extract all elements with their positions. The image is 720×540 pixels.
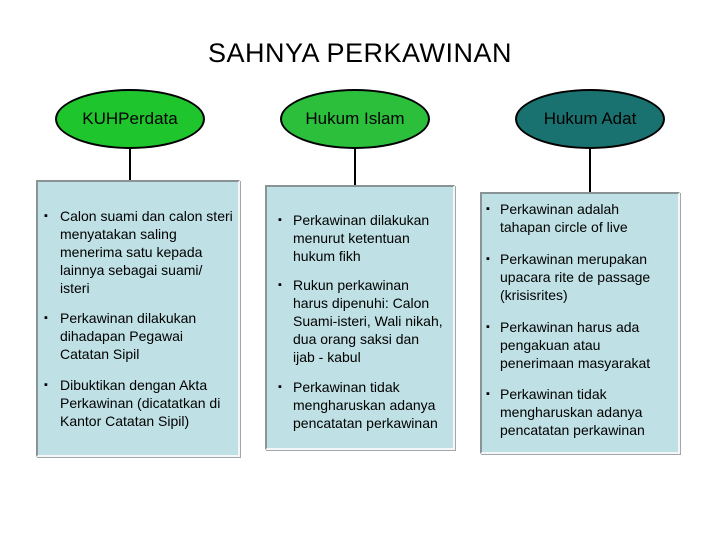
- connector-hukum-adat: [589, 149, 591, 192]
- bullet-icon: ▪: [278, 279, 282, 291]
- bullet-icon: ▪: [486, 203, 490, 215]
- node-kuhperdata-label: KUHPerdata: [82, 109, 178, 128]
- hukum-adat-item-2: Perkawinan merupakan upacara rite de passage (krisisrites): [500, 251, 651, 303]
- hukum-adat-item-3: Perkawinan harus ada pengakuan atau penerimaan masyarakat: [500, 319, 651, 371]
- connector-kuhperdata: [129, 149, 131, 180]
- bullet-icon: ▪: [486, 321, 490, 333]
- node-hukum-islam: [280, 89, 430, 149]
- kuhperdata-item-3: Dibuktikan dengan Akta Perkawinan (dicatatkan di Kantor Catatan Sipil): [60, 377, 221, 429]
- diagram-title: SAHNYA PERKAWINAN: [207, 38, 513, 68]
- node-kuhperdata: [55, 89, 205, 149]
- connector-hukum-islam: [354, 149, 356, 185]
- bullet-icon: ▪: [44, 379, 48, 391]
- bullet-icon: ▪: [44, 210, 48, 222]
- kuhperdata-item-2: Perkawinan dilakukan dihadapan Pegawai Catatan Sipil: [60, 310, 197, 362]
- bullet-icon: ▪: [278, 214, 282, 226]
- hukum-adat-item-4: Perkawinan tidak mengharuskan adanya pencatatan perkawinan: [500, 386, 645, 438]
- bullet-icon: ▪: [486, 253, 490, 265]
- hukum-islam-item-3: Perkawinan tidak mengharuskan adanya pencatatan perkawinan: [293, 379, 438, 431]
- bullet-icon: ▪: [44, 312, 48, 324]
- hukum-islam-item-2: Rukun perkawinan harus dipenuhi: Calon Suami-isteri, Wali nikah, dua orang saksi dan ijab - kabul: [293, 277, 443, 365]
- node-hukum-islam-label: Hukum Islam: [305, 109, 405, 128]
- bullet-icon: ▪: [278, 381, 282, 393]
- hukum-adat-item-1: Perkawinan adalah tahapan circle of live: [500, 201, 628, 235]
- node-hukum-adat: [515, 89, 665, 149]
- node-hukum-adat-label: Hukum Adat: [543, 109, 637, 128]
- hukum-islam-item-1: Perkawinan dilakukan menurut ketentuan hukum fikh: [293, 212, 430, 264]
- bullet-icon: ▪: [486, 388, 490, 400]
- kuhperdata-item-1: Calon suami dan calon steri menyatakan saling menerima satu kepada lainnya sebagai suami/ isteri: [60, 208, 233, 296]
